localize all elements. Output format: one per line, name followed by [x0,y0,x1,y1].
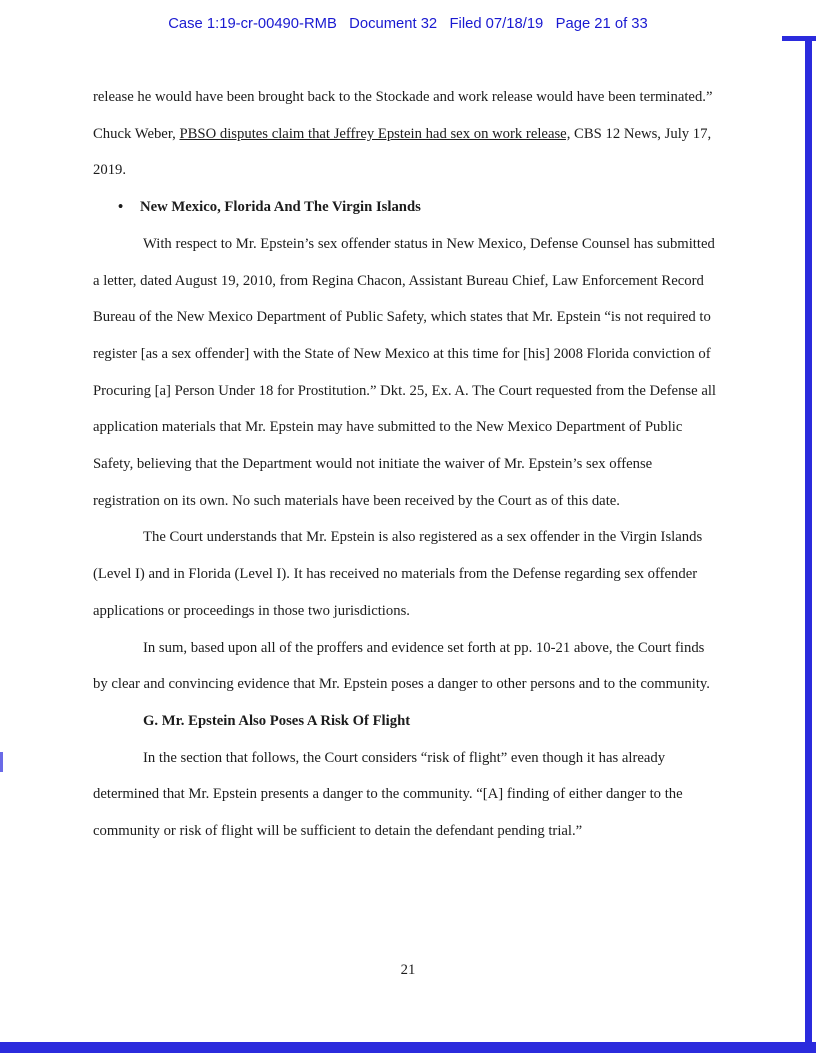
paragraph-new-mexico-registration [93,226,718,520]
paragraph-risk-of-flight-intro [93,740,718,850]
bullet-heading-label: New Mexico, Florida And The Virgin Islands [140,199,421,216]
heading-new-mexico-florida-virgin-islands [93,189,718,226]
text-segment: release he would have been brought back to the Stockade and work release would have been terminated.” Chuck Weber, [93,89,713,142]
text-segment: The Court understands that Mr. Epstein is also registered as a sex offender in the Virgin Islands (Level I) and in Florida (Level I). It has received no materials from the Defense regarding sex offender applications or proceedings in those two jurisdictions. [93,529,703,619]
bullet-marker: • [118,199,124,216]
text-segment: G. Mr. Epstein Also Poses A Risk Of Flight [143,712,411,729]
text-segment: In the section that follows, the Court considers “risk of flight” even though it has already determined that Mr. Epstein presents a danger to the community. “[A] finding of either danger to the community or risk of flight will be sufficient to detain the defendant pending trial.” [93,749,683,840]
citation-article-title: PBSO disputes claim that Jeffrey Epstein had sex on work release, [179,125,571,142]
page-number: 21 [400,962,416,978]
ecf-header-stamp: Case 1:19-cr-00490-RMB Document 32 Filed 07/18/19 Page 21 of 33 [168,16,648,32]
text-segment: CBS 12 News, July 17, 2019. [93,125,712,179]
scan-artifact-left-edge [0,752,3,772]
document-body [93,79,718,850]
paragraph-work-release-citation [93,79,718,189]
scan-artifact-right-edge [805,39,812,1044]
heading-risk-of-flight [93,703,718,740]
paragraph-danger-finding [93,630,718,703]
text-segment: With respect to Mr. Epstein’s sex offender status in New Mexico, Defense Counsel has submitted a letter, dated August 19, 2010, from Regina Chacon, Assistant Bureau Chief, Law Enforcement Record Bureau of the New Mexico Department of Public Safety, which states that Mr. Epstein “is not required to register [as a sex offender] with the State of New Mexico at this time for [his] 2008 Florida conviction of Procuring [a] Person Under 18 for Prostitution.” Dkt. 25, Ex. A. The Court requested from the Defense all application materials that Mr. Epstein may have submitted to the New Mexico Department of Public Safety, believing that the Department would not initiate the waiver of Mr. Epstein’s sex offense registration on its own. No such materials have been received by the Court as of this date. [93,235,716,509]
paragraph-virgin-islands-florida [93,519,718,629]
text-segment: In sum, based upon all of the proffers and evidence set forth at pp. 10-21 above, the Court finds by clear and convincing evidence that Mr. Epstein poses a danger to other persons and to the community. [93,639,710,693]
scan-artifact-bottom-edge [0,1042,816,1053]
